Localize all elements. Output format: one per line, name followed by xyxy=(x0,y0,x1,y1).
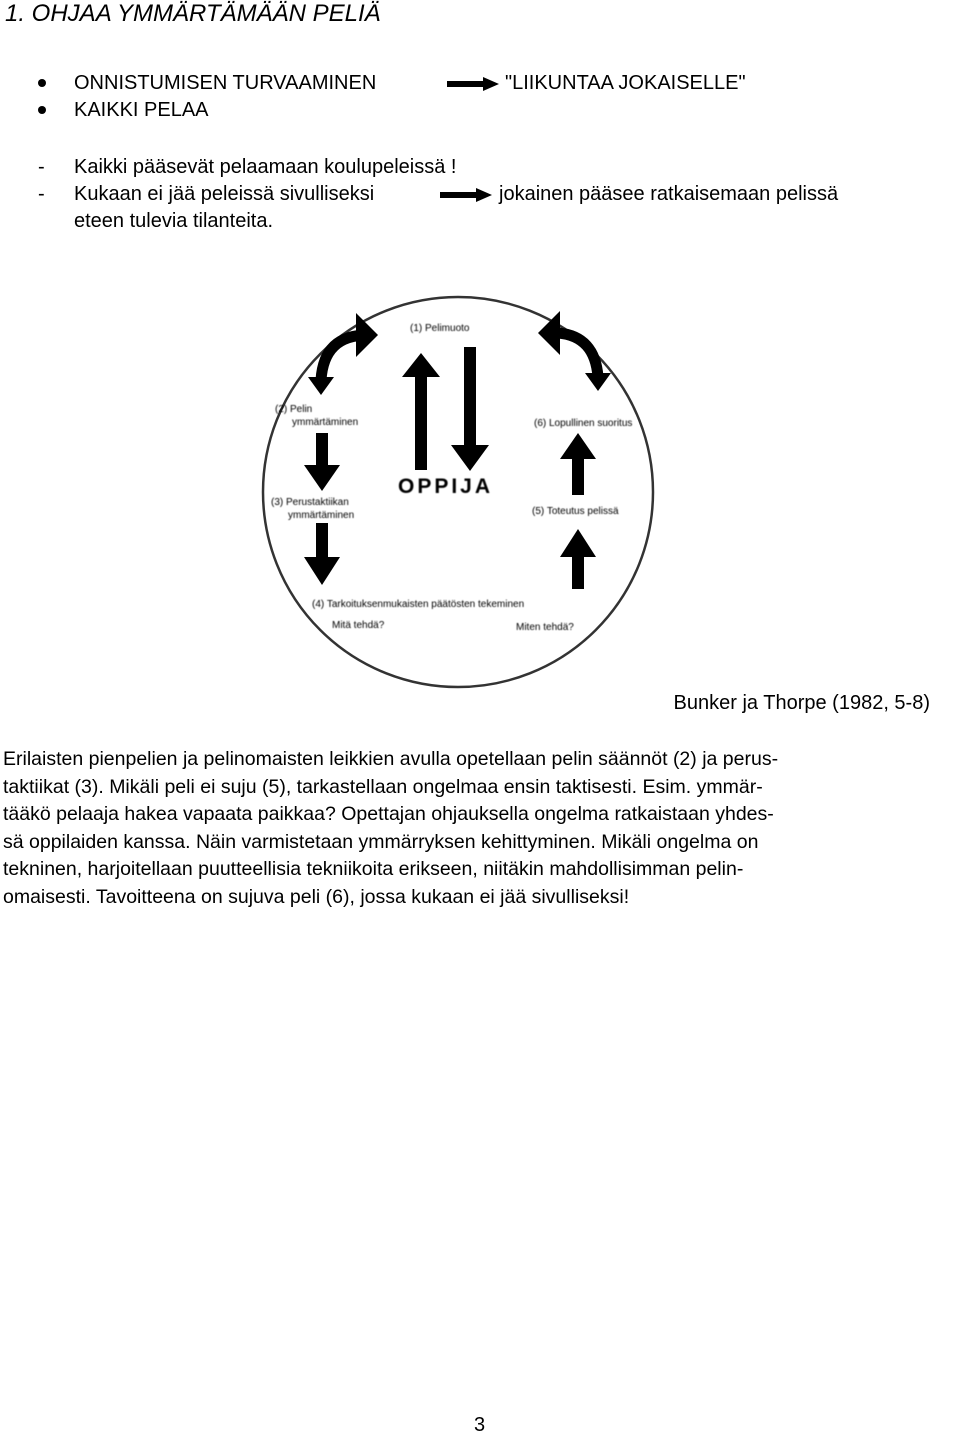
step-2-label: ymmärtäminen xyxy=(292,417,359,428)
step-3-label: ymmärtäminen xyxy=(288,510,355,521)
learning-cycle-diagram xyxy=(238,295,678,695)
bullet-dot xyxy=(38,79,46,87)
center-label: OPPIJA xyxy=(398,475,494,498)
step-2-label: (2) Pelin xyxy=(275,404,313,415)
dash-item-1: Kaikki pääsevät pelaamaan koulupeleissä ! xyxy=(74,156,457,178)
bullet-1-right: "LIIKUNTAA JOKAISELLE" xyxy=(505,72,746,94)
paragraph-line: sä oppilaiden kanssa. Näin varmistetaan ymmärryksen kehittyminen. Mikäli ongelma on xyxy=(3,830,759,853)
dash-item-2-left: Kukaan ei jää peleissä sivulliseksi xyxy=(74,183,375,205)
paragraph-line: taktiikat (3). Mikäli peli ei suju (5), tarkastellaan ongelmaa ensin taktisesti. Esim. ymmär- xyxy=(3,775,763,798)
step-3-label: (3) Perustaktiikan xyxy=(271,497,349,508)
citation: Bunker ja Thorpe (1982, 5-8) xyxy=(673,692,930,714)
bullet-1-left: ONNISTUMISEN TURVAAMINEN xyxy=(74,72,377,94)
step-6-label: (6) Lopullinen suoritus xyxy=(534,418,633,429)
paragraph-line: omaisesti. Tavoitteena on sujuva peli (6), jossa kukaan ei jää sivulliseksi! xyxy=(3,885,630,908)
page-number: 3 xyxy=(474,1414,486,1436)
dash-item-2-right: jokainen pääsee ratkaisemaan pelissä xyxy=(499,183,839,205)
dash-marker: - xyxy=(38,183,45,205)
page-heading: 1. OHJAA YMMÄRTÄMÄÄN PELIÄ xyxy=(5,0,381,27)
right-arrow-icon xyxy=(440,188,492,202)
body-paragraph xyxy=(3,746,955,911)
step-5-label: (5) Toteutus pelissä xyxy=(532,506,619,517)
dash-item-2-continuation: eteen tulevia tilanteita. xyxy=(74,210,274,232)
step-4-right-question: Miten tehdä? xyxy=(516,622,574,633)
step-4-label: (4) Tarkoituksenmukaisten päätösten tekeminen xyxy=(312,599,525,610)
paragraph-line: tääkö pelaaja hakea vapaata paikkaa? Opettajan ohjauksella ongelma ratkaistaan yhdes- xyxy=(3,803,774,825)
bullet-dot xyxy=(38,106,46,114)
right-arrow-icon xyxy=(447,77,499,91)
dash-marker: - xyxy=(38,156,45,178)
paragraph-line: Erilaisten pienpelien ja pelinomaisten leikkien avulla opetellaan pelin säännöt (2) ja perus- xyxy=(3,748,779,770)
step-4-left-question: Mitä tehdä? xyxy=(332,620,385,631)
bullet-2: KAIKKI PELAA xyxy=(74,99,209,121)
paragraph-line: tekninen, harjoitellaan puutteellisia tekniikoita erikseen, niitäkin mahdollisimman pelin- xyxy=(3,858,744,880)
step-1-label: (1) Pelimuoto xyxy=(410,323,470,334)
